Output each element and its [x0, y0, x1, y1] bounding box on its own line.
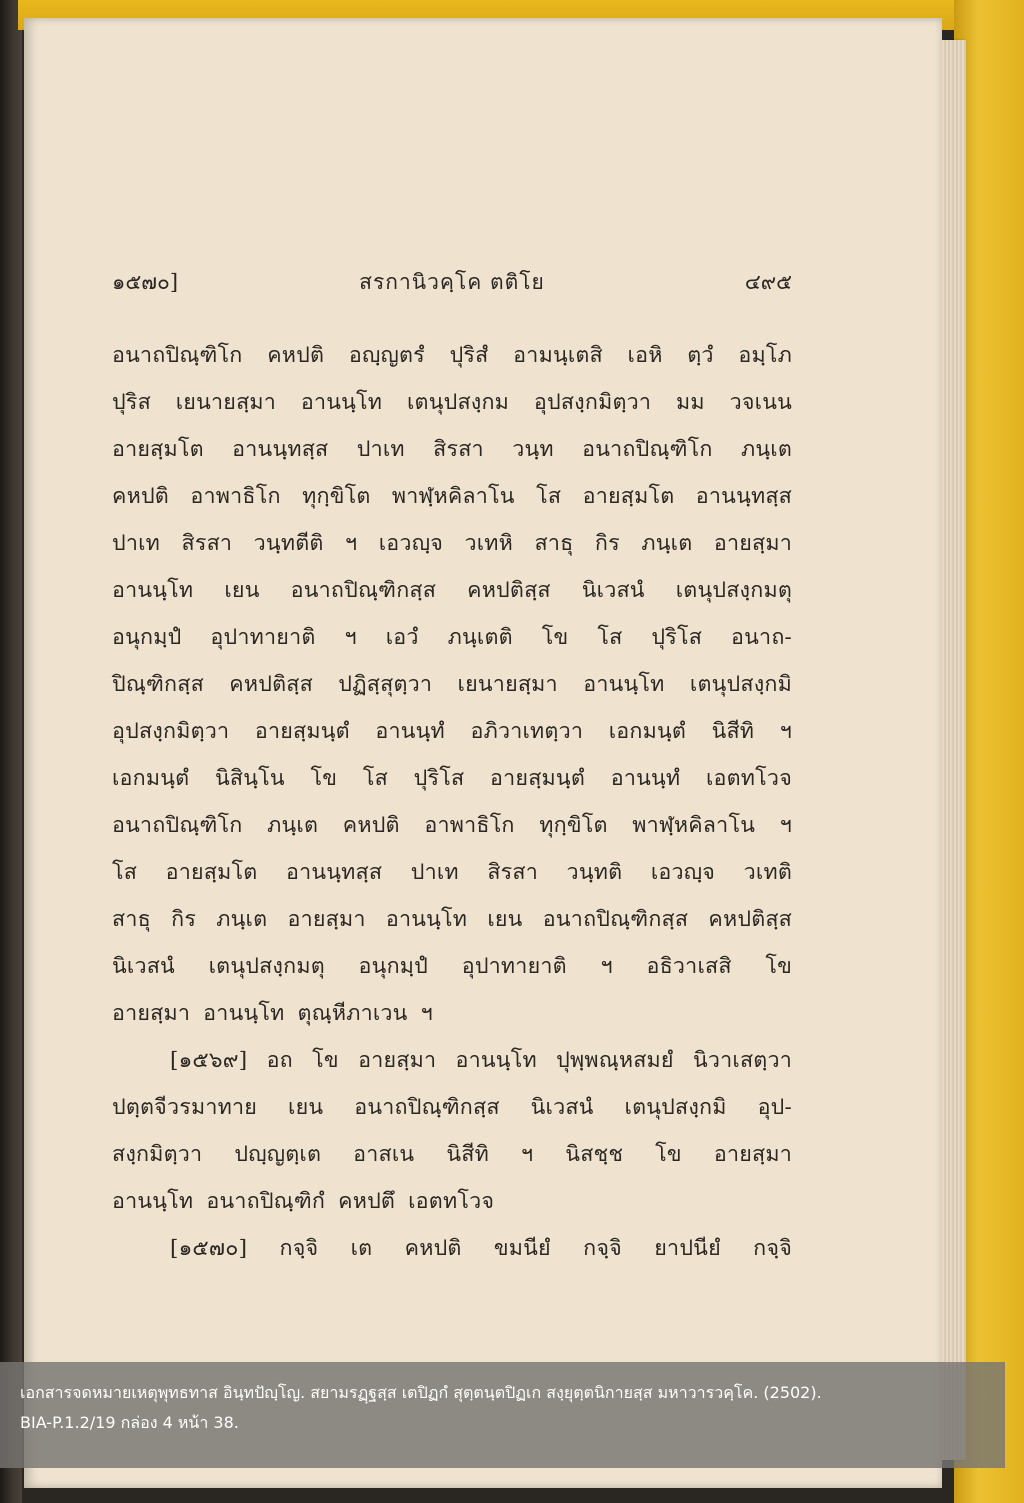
book-binding [0, 0, 22, 1503]
archive-caption [0, 1362, 1005, 1468]
running-head [112, 266, 792, 310]
caption-reference: BIA-P.1.2/19 กล่อง 4 หน้า 38. [20, 1413, 239, 1432]
page-edges [938, 40, 966, 1460]
text-line: โส อายสฺมโต อานนฺทสฺส ปาเท สิรสา วนฺทติ เอวญฺจ วเทติ [112, 860, 792, 885]
text-line: อุปสงฺกมิตฺวา อายสฺมนฺตํ อานนฺทํ อภิวาเทตฺวา เอกมนฺตํ นิสีทิ ฯ [112, 719, 792, 744]
body-text [112, 332, 792, 1272]
text-line: สงฺกมิตฺวา ปญฺญตฺเต อาสเน นิสีทิ ฯ นิสชฺช โข อายสฺมา [112, 1142, 792, 1167]
text-line: เอกมนฺตํ นิสินฺโน โข โส ปุริโส อายสฺมนฺตํ อานนฺทํ เอตทโวจ [112, 766, 792, 791]
book-page [24, 18, 942, 1488]
text-line: อายสฺมา อานนฺโท ตุณฺหีภาเวน ฯ [112, 1001, 433, 1026]
text-line: อนุกมฺปํ อุปาทายาติ ฯ เอวํ ภนฺเตติ โข โส ปุริโส อนาถ- [112, 625, 792, 650]
section-number: ๑๕๗๐] [112, 270, 179, 294]
text-line: อานนฺโท เยน อนาถปิณฺฑิกสฺส คหปติสฺส นิเวสนํ เตนุปสงฺกมตุ [112, 578, 792, 603]
text-line: ปิณฺฑิกสฺส คหปติสฺส ปฏิสฺสุตฺวา เยนายสฺมา อานนฺโท เตนุปสงฺกมิ [112, 672, 792, 697]
text-line: [๑๕๗๐] กจฺจิ เต คหปติ ขมนียํ กจฺจิ ยาปนียํ กจฺจิ [170, 1236, 792, 1261]
text-line: อายสฺมโต อานนฺทสฺส ปาเท สิรสา วนฺท อนาถปิณฺฑิโก ภนฺเต [112, 437, 792, 462]
running-title: สรกานิวคฺโค ตติโย [359, 270, 545, 294]
caption-citation: เอกสารจดหมายเหตุพุทธทาส อินฺทปัญฺโญ. สยามรฏฺฐสฺส เตปิฏกํ สุตฺตนฺตปิฏเก สงฺยุตฺตนิกายสฺส มหาวารวคฺโค. (2502). [20, 1383, 822, 1402]
page-number: ๔๙๕ [744, 270, 792, 294]
text-line: อนาถปิณฺฑิโก คหปติ อญฺญตรํ ปุริสํ อามนฺเตสิ เอหิ ตฺวํ อมฺโภ [112, 343, 792, 368]
text-line: ปุริส เยนายสฺมา อานนฺโท เตนุปสงฺกม อุปสงฺกมิตฺวา มม วจเนน [112, 390, 792, 415]
text-line: อนาถปิณฺฑิโก ภนฺเต คหปติ อาพาธิโก ทุกฺขิโต พาฬฺหคิลาโน ฯ [112, 813, 792, 838]
text-line: ปตฺตจีวรมาทาย เยน อนาถปิณฺฑิกสฺส นิเวสนํ เตนุปสงฺกมิ อุป- [112, 1095, 792, 1120]
text-line: อานนฺโท อนาถปิณฺฑิกํ คหปตึ เอตทโวจ [112, 1189, 495, 1214]
text-line: [๑๕๖๙] อถ โข อายสฺมา อานนฺโท ปุพฺพณฺหสมยํ นิวาเสตฺวา [170, 1048, 792, 1073]
text-line: สาธุ กิร ภนฺเต อายสฺมา อานนฺโท เยน อนาถปิณฺฑิกสฺส คหปติสฺส [112, 907, 792, 932]
text-line: ปาเท สิรสา วนฺทตีติ ฯ เอวญฺจ วเทหิ สาธุ กิร ภนฺเต อายสฺมา [112, 531, 792, 556]
page-text-block [112, 266, 792, 1272]
text-line: คหปติ อาพาธิโก ทุกฺขิโต พาฬฺหคิลาโน โส อายสฺมโต อานนฺทสฺส [112, 484, 792, 509]
text-line: นิเวสนํ เตนุปสงฺกมตุ อนุกมฺปํ อุปาทายาติ ฯ อธิวาเสสิ โข [112, 954, 792, 979]
